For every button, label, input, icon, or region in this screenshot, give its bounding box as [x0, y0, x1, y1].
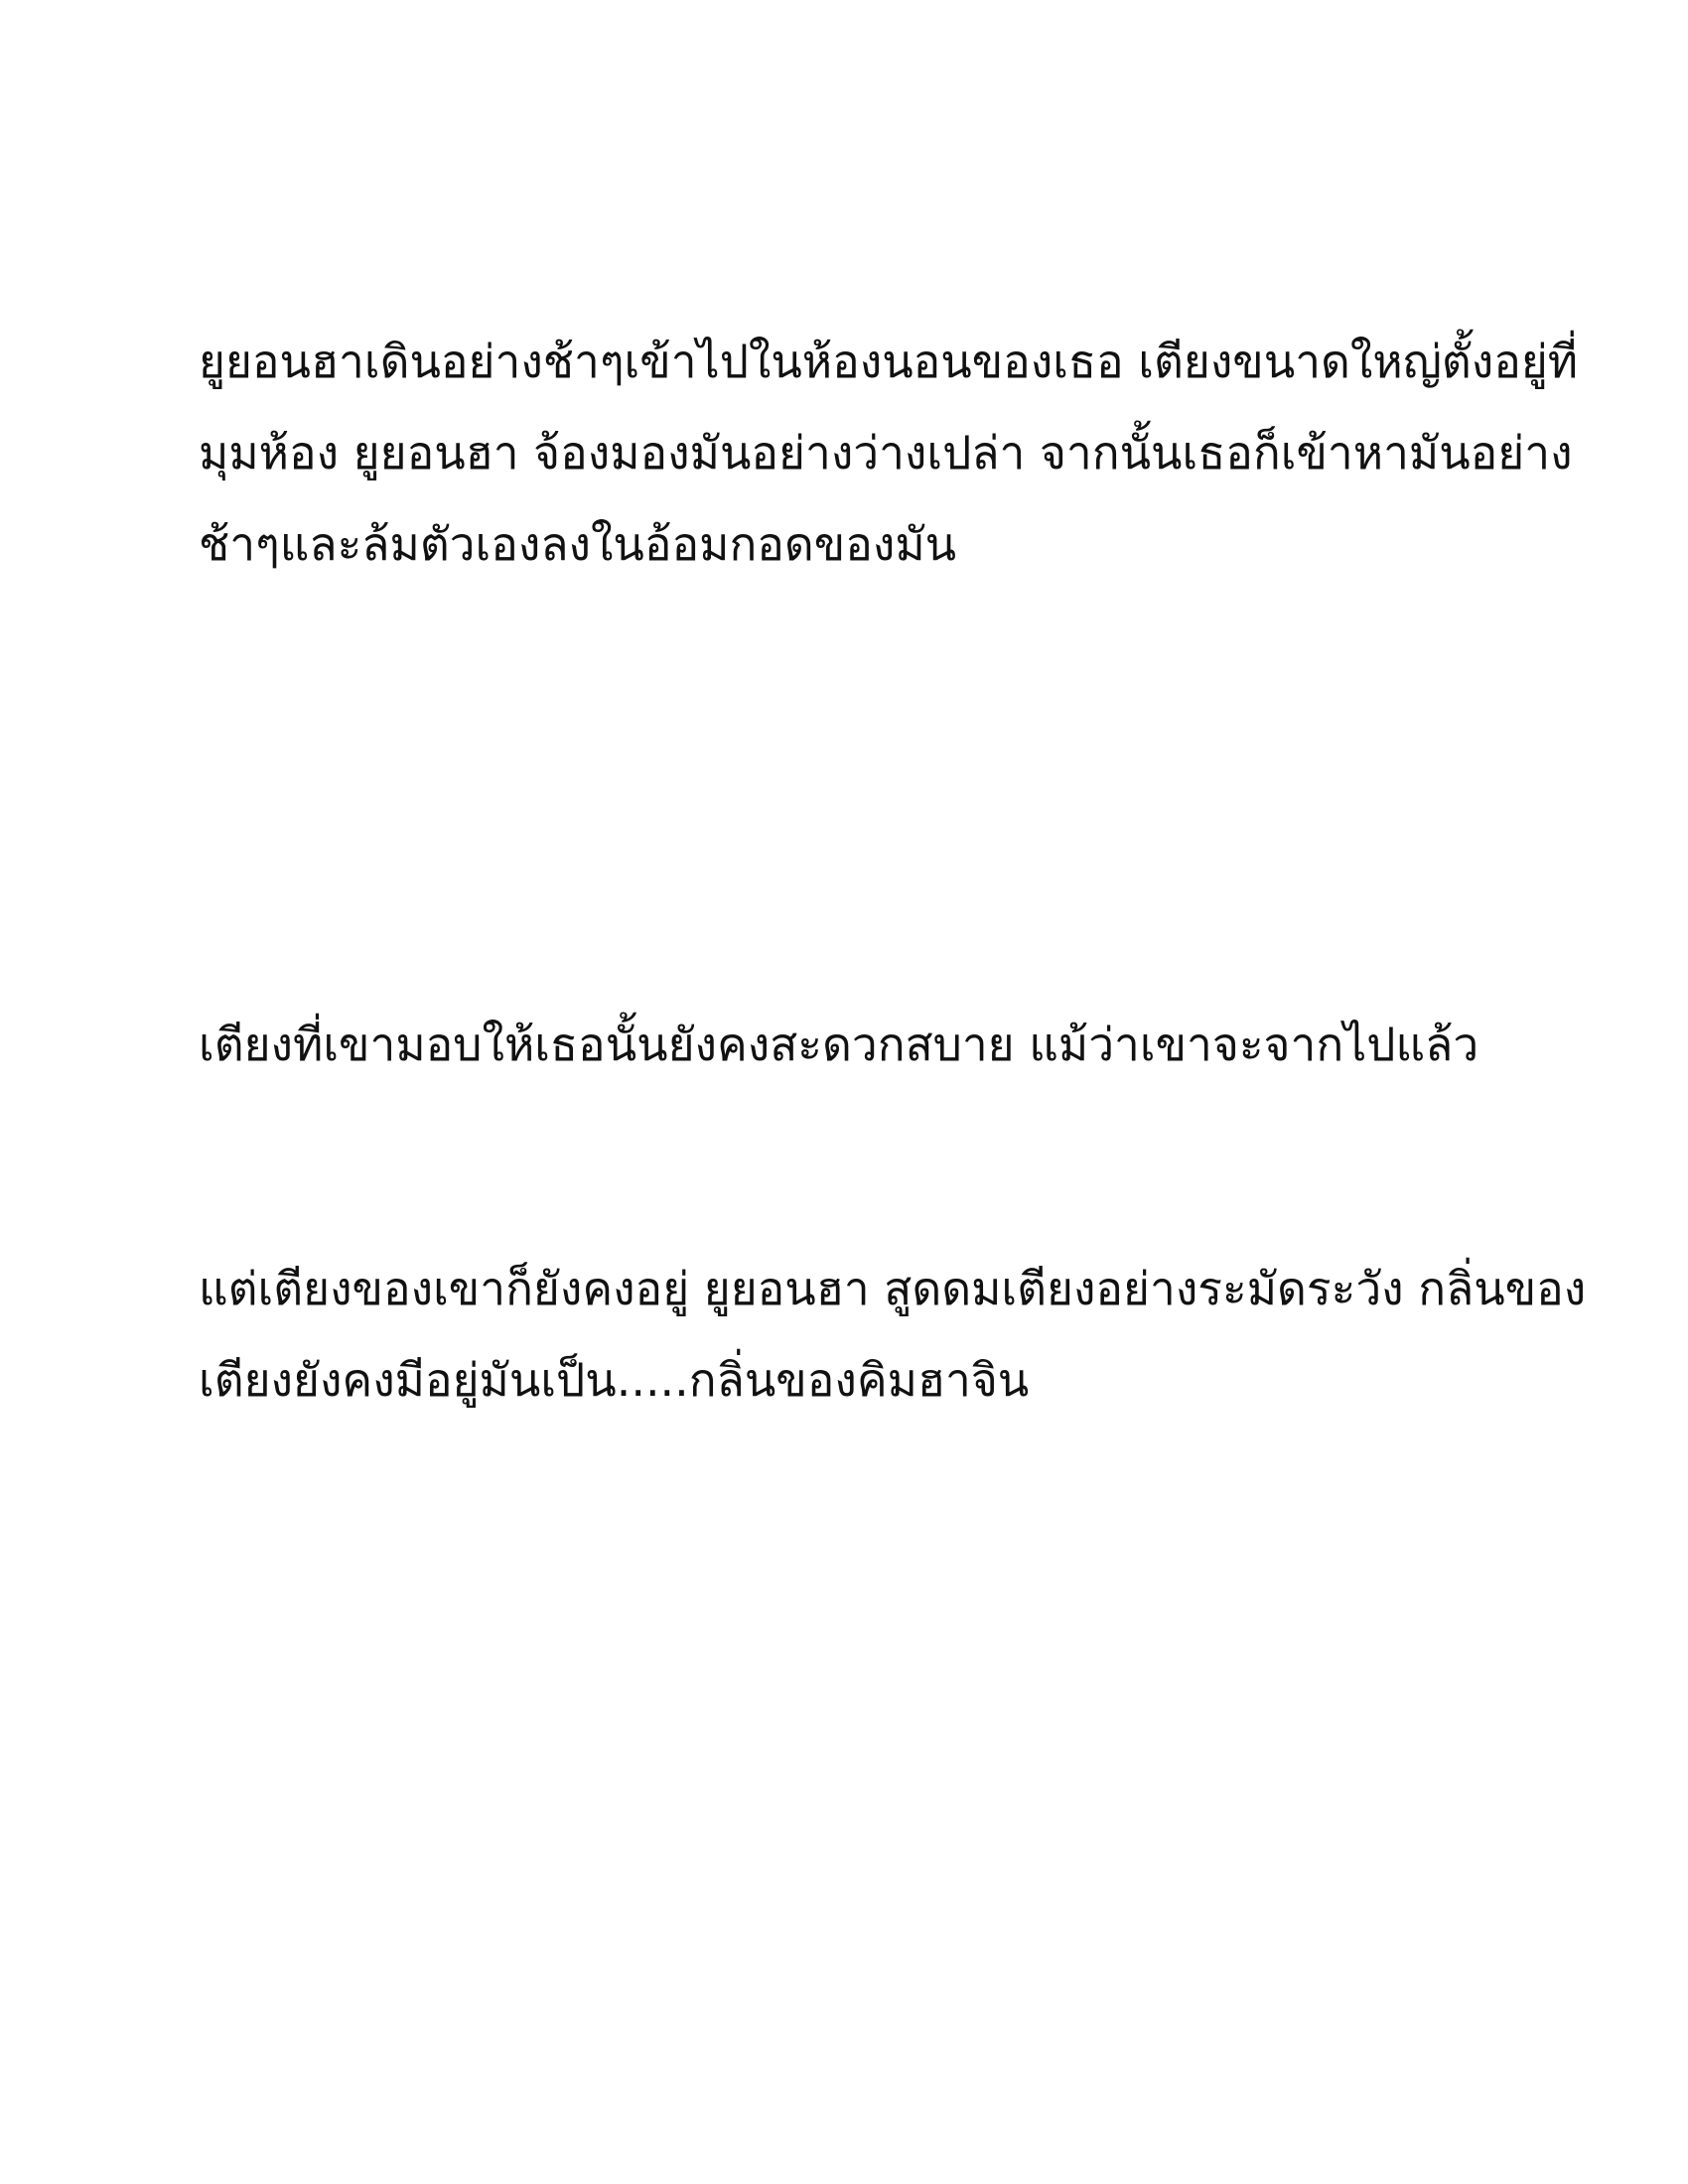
paragraph-1-line-2: มุมห้อง ยูยอนฮา จ้องมองมันอย่างว่างเปล่า จากนั้นเธอก็เข้าหามันอย่าง — [199, 426, 1573, 479]
paragraph-3-line-1: แต่เตียงของเขาก็ยังคงอยู่ ยูยอนฮา สูดดมเตียงอย่างระมัดระวัง กลิ่นของ — [199, 1262, 1587, 1315]
paragraph-3-line-2: เตียงยังคงมีอยู่มันเป็น.....กลิ่นของคิมฮาจิน — [199, 1353, 1030, 1407]
paragraph-1 — [199, 316, 1579, 590]
paragraph-1-line-1: ยูยอนฮาเดินอย่างช้าๆเข้าไปในห้องนอนของเธอ เตียงขนาดใหญ่ตั้งอยู่ที่ — [199, 335, 1579, 388]
paragraph-3 — [199, 1243, 1587, 1426]
paragraph-1-line-3: ช้าๆและล้มตัวเองลงในอ้อมกอดของมัน — [199, 517, 957, 571]
paragraph-2 — [199, 999, 1509, 1090]
paragraph-2-line-1: เตียงที่เขามอบให้เธอนั้นยังคงสะดวกสบาย แม้ว่าเขาจะจากไปแล้ว — [199, 1018, 1479, 1071]
